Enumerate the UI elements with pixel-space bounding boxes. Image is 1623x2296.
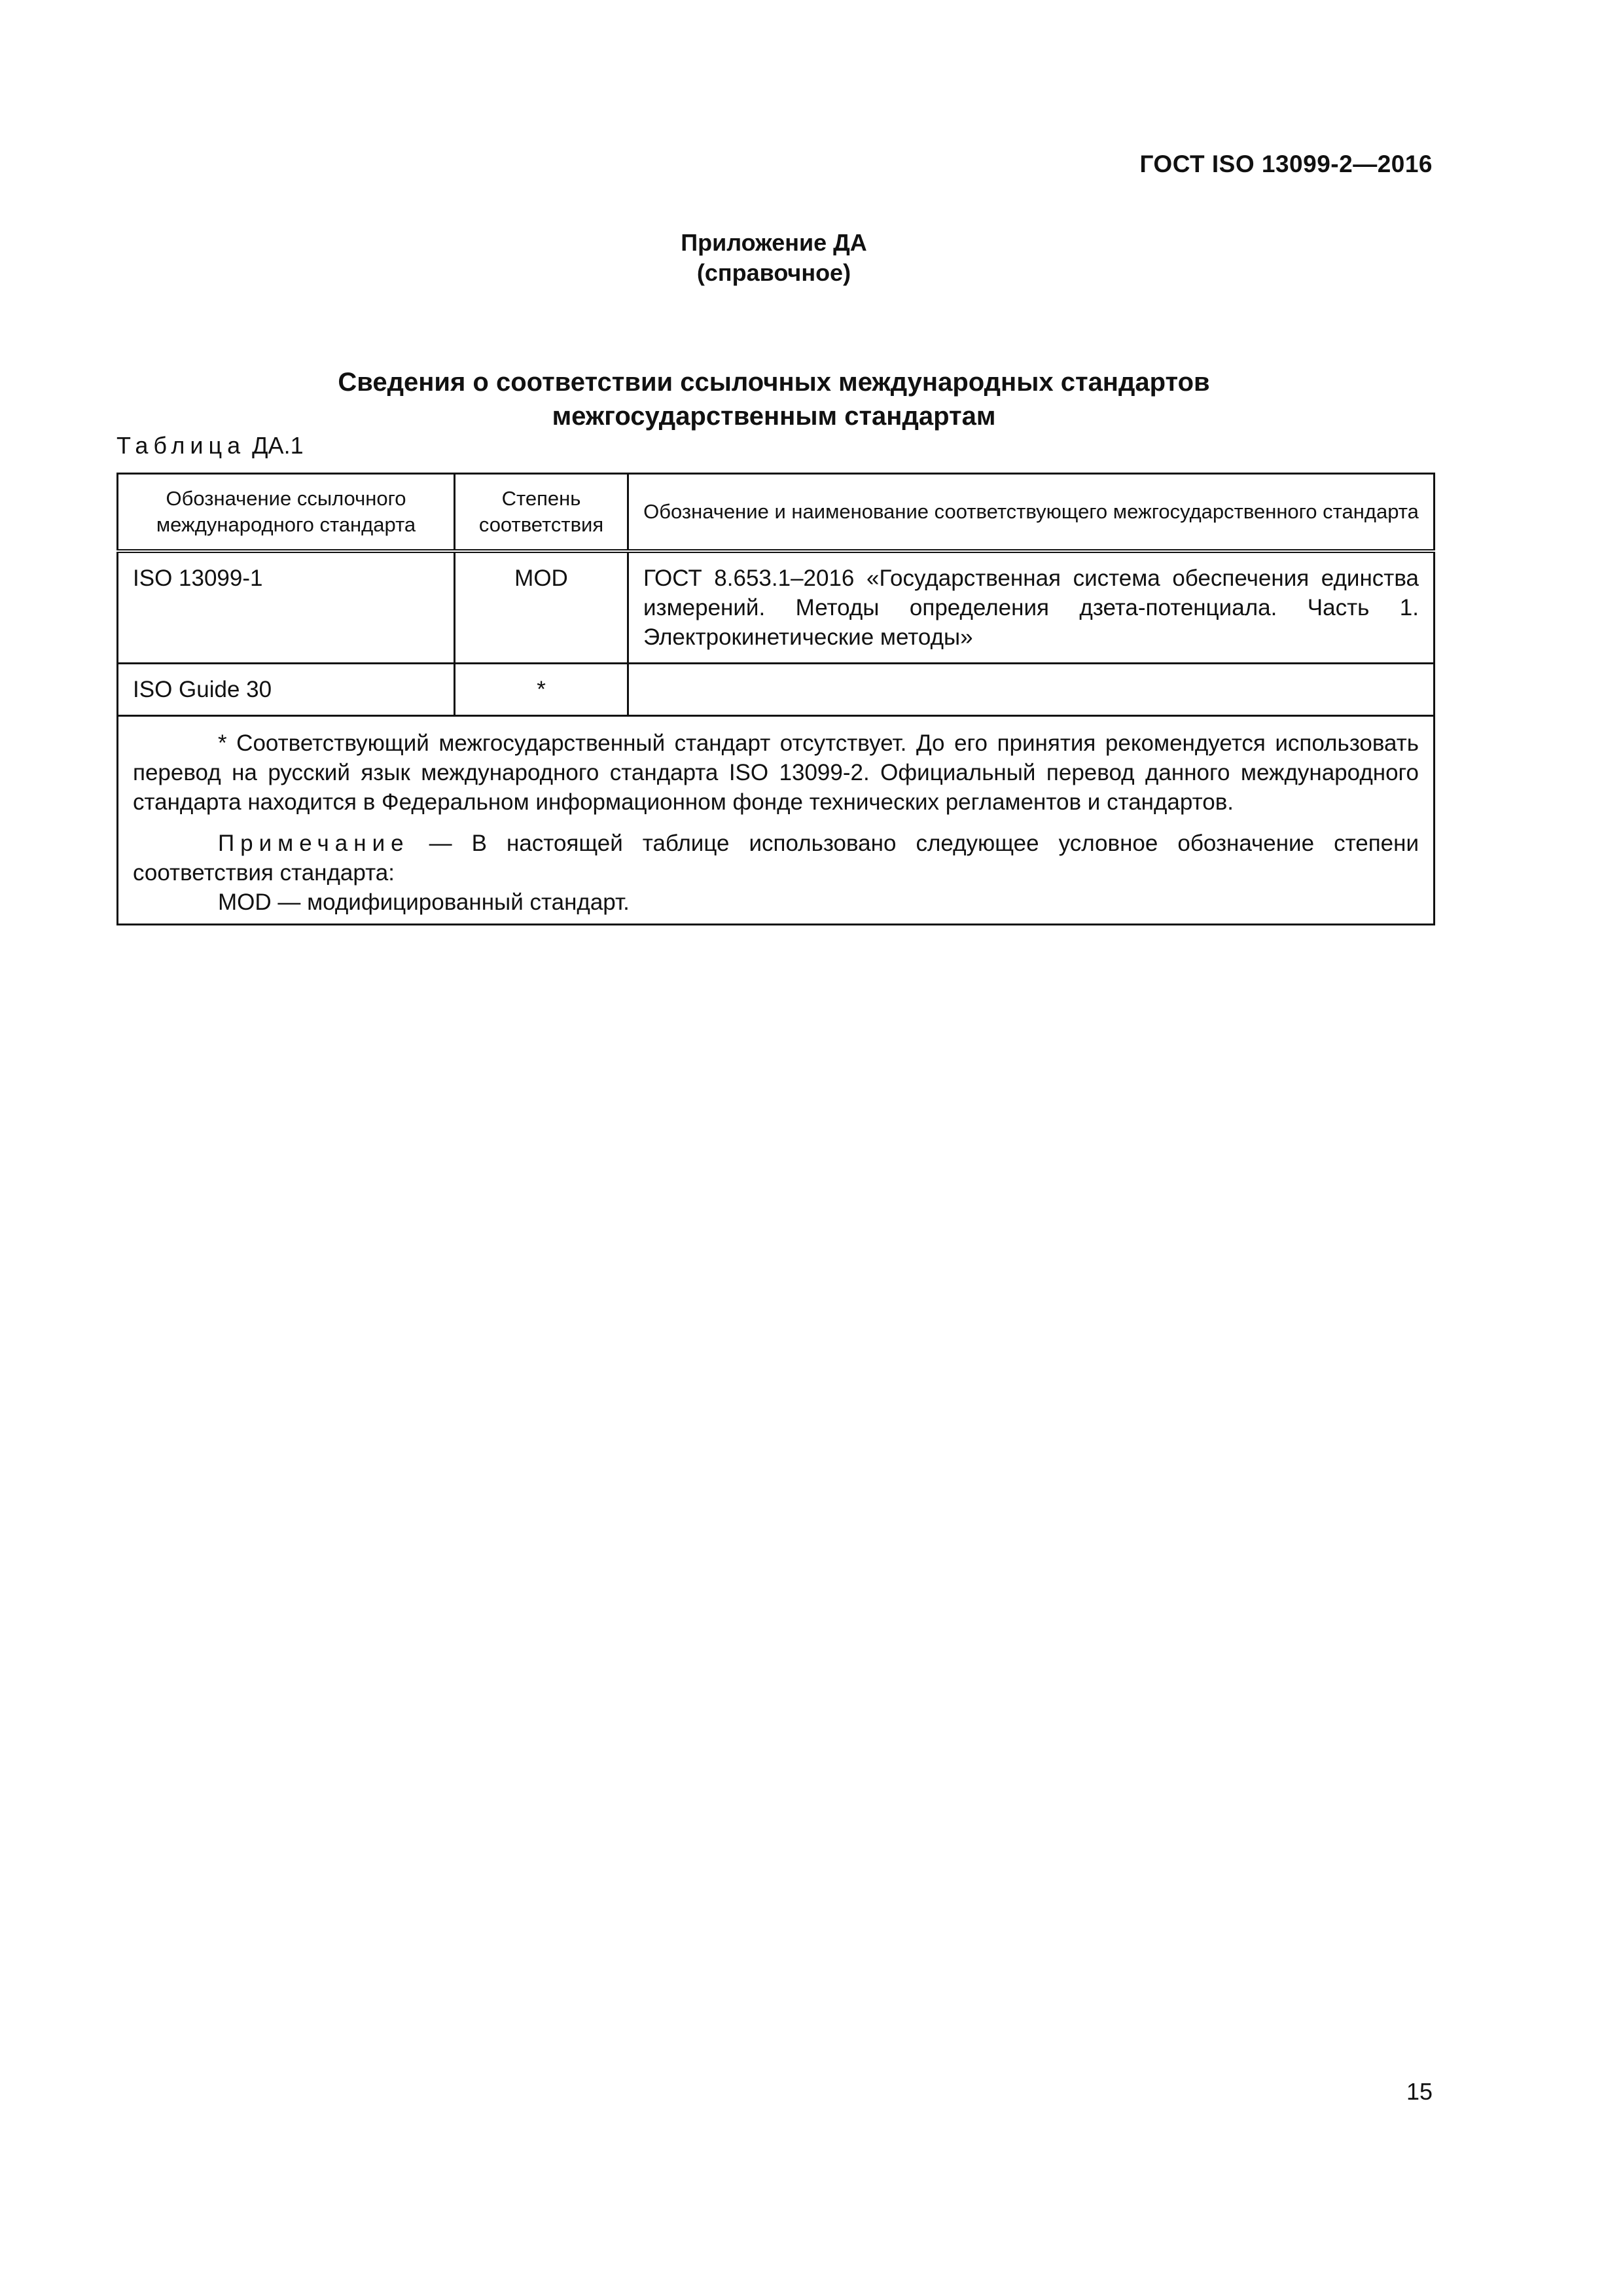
table-row xyxy=(118,664,1435,716)
header-gost: Обозначение и наименование соответствующего межгосударственного стандарта xyxy=(628,474,1435,552)
table-note-row xyxy=(118,716,1435,925)
cell-gost xyxy=(628,664,1435,716)
cell-standard: ISO Guide 30 xyxy=(118,664,455,716)
note-text: — В настоящей таблице использовано следующее условное обозначение степени соответствия стандарта: xyxy=(133,831,1419,886)
cell-degree: * xyxy=(455,664,628,716)
section-title-line2: межгосударственным стандартам xyxy=(552,402,996,431)
header-degree: Степень соответствия xyxy=(455,474,628,552)
table-note xyxy=(133,829,1419,888)
cell-degree: MOD xyxy=(455,551,628,664)
section-title xyxy=(0,365,1548,433)
table-row xyxy=(118,551,1435,664)
page-number: 15 xyxy=(1406,2078,1433,2105)
table-label-number: ДА.1 xyxy=(252,432,304,459)
header-international-standard: Обозначение ссылочного международного стандарта xyxy=(118,474,455,552)
conformity-table xyxy=(116,473,1435,925)
table-label xyxy=(116,432,304,459)
annex-subtitle: (справочное) xyxy=(696,259,851,286)
table-label-word: Таблица xyxy=(116,432,246,459)
section-title-line1: Сведения о соответствии ссылочных международных стандартов xyxy=(338,368,1210,397)
table-footnote: * Соответствующий межгосударственный стандарт отсутствует. До его принятия рекомендуется использовать перевод на русский язык международного стандарта ISO 13099-2. Официальный перевод данного международного стандарта находится в Федеральном информационном фонде технических регламентов и стандартов. xyxy=(133,730,1419,815)
table-note-cell xyxy=(118,716,1435,925)
note-mod: MOD — модифицированный стандарт. xyxy=(218,889,630,915)
table-header-row xyxy=(118,474,1435,552)
annex-heading xyxy=(0,228,1548,288)
cell-gost: ГОСТ 8.653.1–2016 «Государственная система обеспечения единства измерений. Методы определения дзета-потенциала. Часть 1. Электрокинетические методы» xyxy=(628,551,1435,664)
note-label: Примечание xyxy=(218,831,410,856)
document-code: ГОСТ ISO 13099-2—2016 xyxy=(1139,151,1433,177)
annex-title: Приложение ДА xyxy=(681,229,867,256)
cell-standard: ISO 13099-1 xyxy=(118,551,455,664)
